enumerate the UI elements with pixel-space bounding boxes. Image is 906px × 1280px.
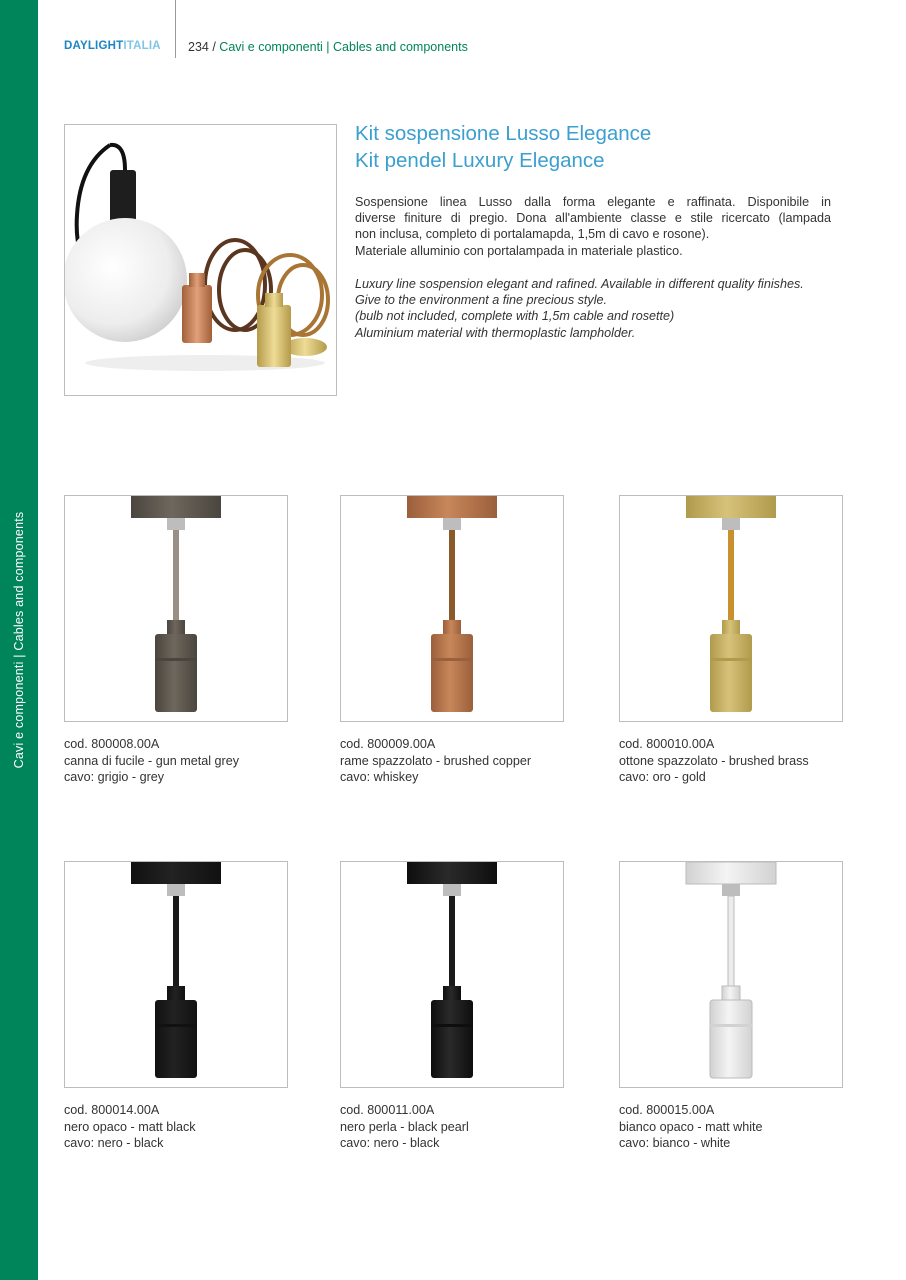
ceiling-rosette — [686, 862, 776, 884]
variant-image — [64, 495, 288, 722]
variant-finish: nero perla - black pearl — [340, 1119, 469, 1134]
product-title-en: Kit pendel Luxury Elegance — [355, 149, 605, 172]
cable — [173, 896, 179, 994]
brand-daylight: DAYLIGHT — [64, 40, 124, 52]
pendant-lamp-illustration — [341, 496, 563, 721]
variant-card — [64, 495, 286, 786]
variant-code: cod. 800015.00A — [619, 1103, 715, 1117]
pendant-lamp-illustration — [341, 862, 563, 1087]
lamp-holder — [155, 634, 197, 712]
pendant-lamp-illustration — [620, 862, 842, 1087]
variant-code: cod. 800008.00A — [64, 737, 160, 751]
variant-caption — [619, 736, 841, 786]
desc-it-line-1: Sospensione linea Lusso dalla forma elegante e raffinata. Disponibile in — [355, 195, 831, 209]
desc-it-line-4: Materiale alluminio con portalampada in materiale plastico. — [355, 243, 683, 258]
variant-code: cod. 800011.00A — [340, 1103, 435, 1117]
lamp-holder — [155, 1000, 197, 1078]
variant-card — [64, 861, 286, 1152]
variant-image — [340, 495, 564, 722]
holder-ring — [710, 1024, 752, 1027]
variant-caption — [340, 1102, 562, 1152]
page-reference — [188, 40, 468, 54]
cable-clamp — [443, 518, 461, 530]
holder-ring — [431, 658, 473, 661]
ceiling-rosette — [407, 862, 497, 884]
cable — [449, 530, 455, 628]
variant-cable: cavo: oro - gold — [619, 770, 706, 784]
holder-ring — [431, 1024, 473, 1027]
variant-card — [340, 495, 562, 786]
ceiling-rosette — [407, 496, 497, 518]
pendant-lamp-illustration — [65, 496, 287, 721]
side-section-label: Cavi e componenti | Cables and components — [12, 511, 26, 769]
variant-image — [340, 861, 564, 1088]
cable — [449, 896, 455, 994]
brand-logo — [64, 40, 161, 52]
desc-en-line-1: Luxury line sospension elegant and rafined. Available in different quality finishes. — [355, 277, 804, 291]
hero-illustration — [65, 125, 336, 395]
variant-finish: canna di fucile - gun metal grey — [64, 753, 240, 768]
lamp-holder — [710, 634, 752, 712]
cable — [728, 530, 734, 628]
variant-code: cod. 800014.00A — [64, 1103, 160, 1117]
cable-clamp — [443, 884, 461, 896]
variant-finish: bianco opaco - matt white — [619, 1119, 763, 1134]
variant-image — [619, 861, 843, 1088]
variant-cable: cavo: whiskey — [340, 770, 419, 784]
desc-en-line-4: Aluminium material with thermoplastic lampholder. — [355, 325, 636, 340]
holder-ring — [710, 658, 752, 661]
product-title — [355, 120, 651, 174]
variant-cable: cavo: nero - black — [340, 1136, 440, 1150]
holder-ring — [155, 1024, 197, 1027]
variant-caption — [619, 1102, 841, 1152]
variant-caption — [64, 736, 286, 786]
ceiling-rosette — [131, 496, 221, 518]
holder-collar — [167, 620, 185, 636]
holder-collar — [167, 986, 185, 1002]
variant-cable: cavo: nero - black — [64, 1136, 164, 1150]
desc-it-line-3: non inclusa, completo di portalamapda, 1,5m di cavo e rosone). — [355, 227, 710, 242]
lamp-holder — [431, 634, 473, 712]
desc-en-line-3: (bulb not included, complete with 1,5m cable and rosette) — [355, 309, 675, 324]
cable-clamp — [722, 518, 740, 530]
product-title-it: Kit sospensione Lusso Elegance — [355, 122, 652, 145]
variant-caption — [340, 736, 562, 786]
lamp-holder — [431, 1000, 473, 1078]
cable-clamp — [167, 518, 185, 530]
variant-code: cod. 800010.00A — [619, 737, 715, 751]
ceiling-rosette — [686, 496, 776, 518]
variant-card — [340, 861, 562, 1152]
variant-caption — [64, 1102, 286, 1152]
pendant-lamp-illustration — [620, 496, 842, 721]
description-english — [355, 276, 845, 341]
variant-finish: rame spazzolato - brushed copper — [340, 753, 532, 768]
variant-cable: cavo: bianco - white — [619, 1136, 731, 1150]
cable-clamp — [722, 884, 740, 896]
section-title: Cavi e componenti | Cables and components — [219, 40, 468, 54]
page-number: 234 / — [188, 40, 216, 54]
desc-it-line-2: diverse finiture di pregio. Dona all'ambiente classe e stile ricercato (lampada — [355, 211, 831, 226]
holder-collar — [443, 620, 461, 636]
variant-finish: nero opaco - matt black — [64, 1119, 196, 1134]
variant-finish: ottone spazzolato - brushed brass — [619, 753, 809, 768]
variant-image — [619, 495, 843, 722]
description-italian — [355, 194, 831, 259]
holder-collar — [443, 986, 461, 1002]
lamp-holder — [710, 1000, 752, 1078]
holder-collar — [722, 620, 740, 636]
variant-cable: cavo: grigio - grey — [64, 770, 165, 784]
holder-ring — [155, 658, 197, 661]
desc-en-line-2: Give to the environment a fine precious style. — [355, 293, 608, 308]
side-band — [0, 0, 38, 1280]
cable — [728, 896, 734, 994]
cable-clamp — [167, 884, 185, 896]
hero-product-image — [64, 124, 337, 396]
brand-italia: ITALIA — [123, 40, 161, 52]
header-divider — [175, 0, 176, 58]
variant-code: cod. 800009.00A — [340, 737, 436, 751]
ceiling-rosette — [131, 862, 221, 884]
cable — [173, 530, 179, 628]
variant-image — [64, 861, 288, 1088]
pendant-lamp-illustration — [65, 862, 287, 1087]
variant-card — [619, 495, 841, 786]
variant-card — [619, 861, 841, 1152]
